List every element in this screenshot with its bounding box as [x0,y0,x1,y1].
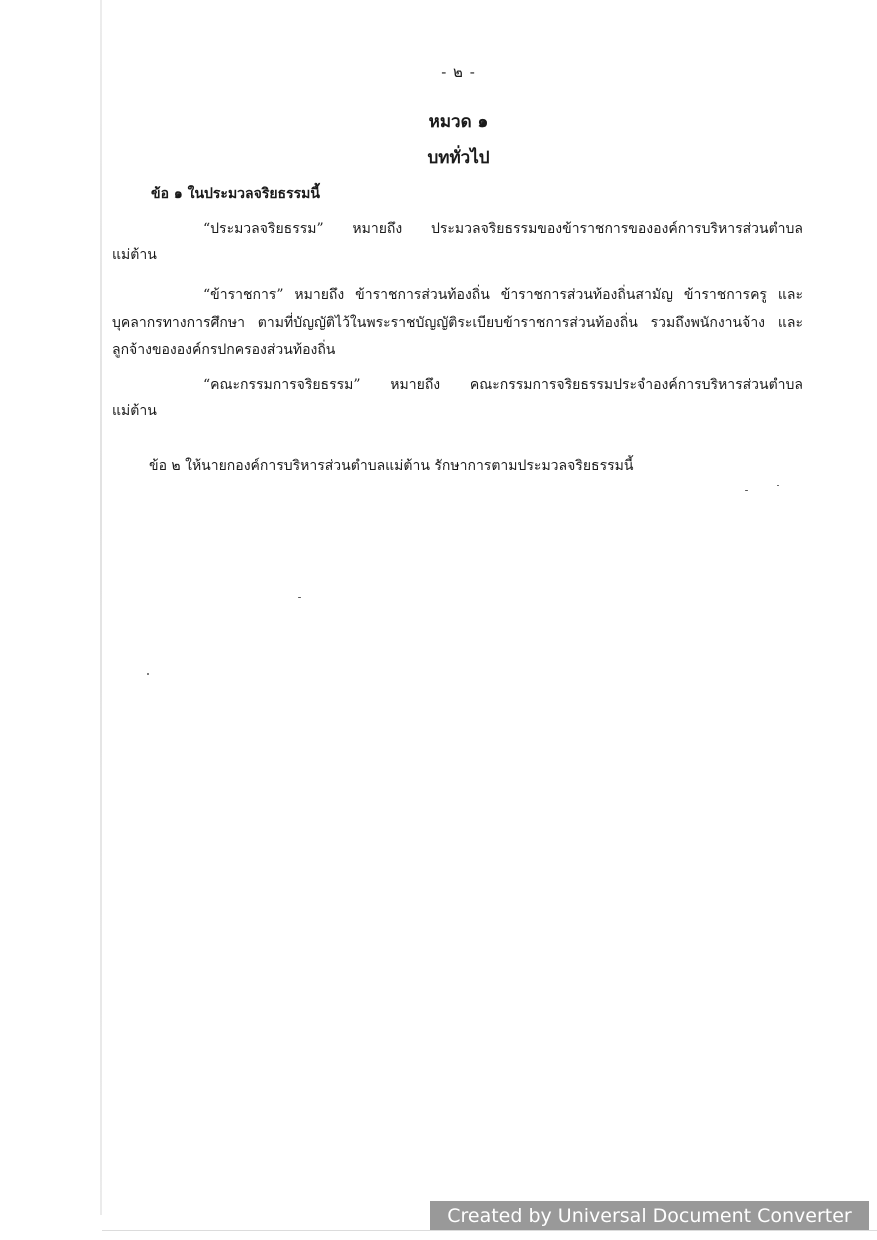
scan-edge [100,0,102,1215]
chapter-heading: หมวด ๑ [428,112,489,132]
scan-speck [298,597,301,598]
definition-ethics-committee-line-2: แม่ต้าน [112,403,157,419]
definition-code-of-ethics-line-1: “ประมวลจริยธรรม” หมายถึง ประมวลจริยธรรมของข้าราชการขององค์การบริหารส่วนตำบล [203,221,803,237]
scan-speck [147,673,149,675]
converter-watermark: Created by Universal Document Converter [430,1201,869,1231]
definition-civil-servant-line-2: บุคลากรทางการศึกษา ตามที่บัญญัติไว้ในพระราชบัญญัติระเบียบข้าราชการส่วนท้องถิ่น รวมถึงพนักงานจ้าง และ [112,315,803,331]
scan-speck [745,490,748,491]
page-number: - ๒ - [441,63,476,81]
footer-rule [102,1230,877,1231]
scan-speck [777,485,779,486]
definition-ethics-committee-line-1: “คณะกรรมการจริยธรรม” หมายถึง คณะกรรมการจริยธรรมประจำองค์การบริหารส่วนตำบล [203,377,803,393]
clause-2-text: ข้อ ๒ ให้นายกองค์การบริหารส่วนตำบลแม่ต้าน รักษาการตามประมวลจริยธรรมนี้ [149,458,634,474]
clause-1-title: ข้อ ๑ ในประมวลจริยธรรมนี้ [151,186,320,202]
definition-code-of-ethics-line-2: แม่ต้าน [112,247,157,263]
chapter-title: บททั่วไป [427,148,490,168]
definition-civil-servant-line-3: ลูกจ้างขององค์กรปกครองส่วนท้องถิ่น [112,342,336,358]
definition-civil-servant-line-1: “ข้าราชการ” หมายถึง ข้าราชการส่วนท้องถิ่น ข้าราชการส่วนท้องถิ่นสามัญ ข้าราชการครู และ [203,287,803,303]
